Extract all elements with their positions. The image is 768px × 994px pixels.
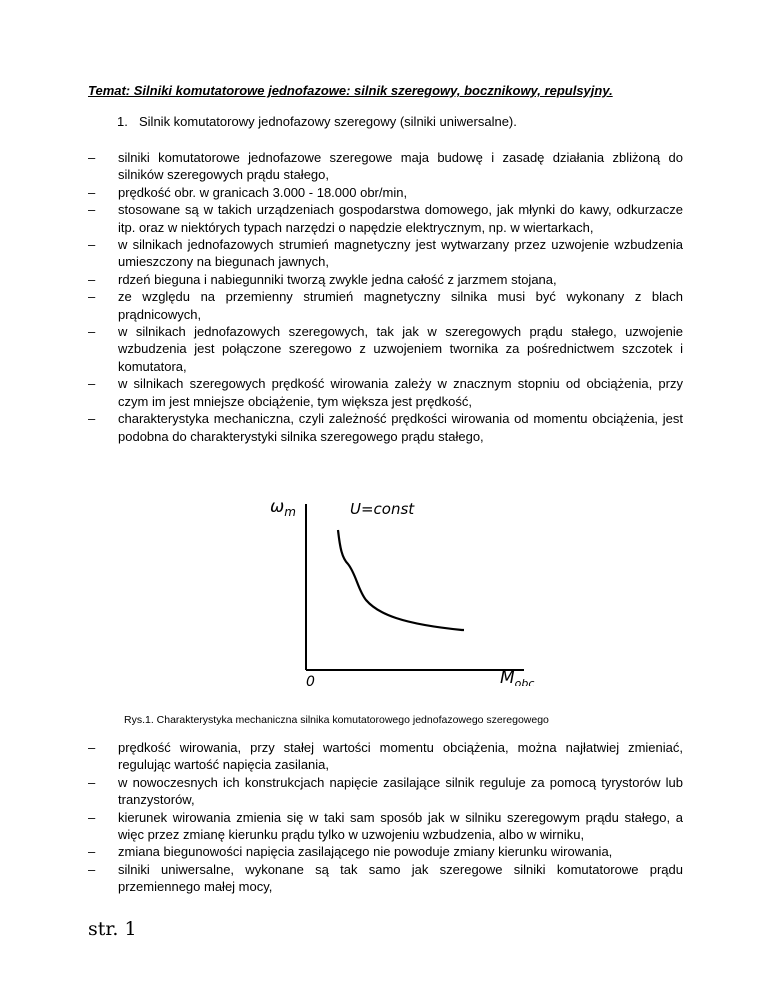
- bullet-list-2: [88, 739, 683, 896]
- figure-caption: Rys.1. Charakterystyka mechaniczna silnika komutatorowego jednofazowego szeregowego: [124, 714, 549, 726]
- x-axis-label: $M_{obc}$: [500, 668, 535, 686]
- voltage-annotation: U=const: [350, 500, 415, 518]
- list-item: – prędkość obr. w granicach 3.000 - 18.000 obr/min,: [88, 184, 408, 200]
- list-item: – charakterystyka mechaniczna, czyli zależność prędkości wirowania od momentu obciążenia, jest podobna do charakterystyki silnika szeregowego prądu stałego,: [88, 411, 683, 444]
- section-number: 1.: [117, 114, 128, 129]
- bullet-list-1: [88, 149, 683, 445]
- list-item: – stosowane są w takich urządzeniach gospodarstwa domowego, jak młynki do kawy, odkurzacze itp. oraz w niektórych typach narzędzi o napędzie elektrycznym, np. w wiertarkach,: [88, 202, 683, 235]
- list-item: – rdzeń bieguna i nabiegunniki tworzą zwykle jedna całość z jarzmem stojana,: [88, 271, 557, 287]
- list-item: – w silnikach jednofazowych szeregowych, tak jak w szeregowych prądu stałego, uzwojenie wzbudzenia jest połączone szeregowo z uzwojeniem twornika za pośrednictwem szczotek i komutatora,: [88, 324, 683, 374]
- y-axis-label: $\omega_m$: [270, 497, 296, 519]
- list-item: – kierunek wirowania zmienia się w taki sam sposób jak w silniku szeregowym prądu stałego, a więc przez zmianę kierunku prądu tylko w uzwojeniu wzbudzenia, albo w wirniku,: [88, 809, 683, 843]
- list-item: – ze względu na przemienny strumień magnetyczny silnika musi być wykonany z blach prądnicowych,: [88, 289, 683, 322]
- characteristic-curve: [338, 530, 464, 630]
- list-item: – silniki uniwersalne, wykonane są tak samo jak szeregowe silniki komutatorowe prądu przemiennego małej mocy,: [88, 861, 683, 895]
- list-item: – zmiana biegunowości napięcia zasilającego nie powoduje zmiany kierunku wirowania,: [88, 844, 613, 860]
- origin-label: 0: [306, 674, 315, 686]
- mechanical-characteristic-figure: [262, 490, 562, 686]
- section-text: Silnik komutatorowy jednofazowy szeregowy (silniki uniwersalne).: [139, 114, 517, 129]
- list-item: – w silnikach szeregowych prędkość wirowania zależy w znacznym stopniu od obciążenia, przy czym im jest mniejsze obciążenie, tym większa jest prędkość,: [88, 376, 683, 409]
- list-item: – w nowoczesnych ich konstrukcjach napięcie zasilające silnik reguluje za pomocą tyrystorów lub tranzystorów,: [88, 774, 683, 808]
- list-item: – w silnikach jednofazowych strumień magnetyczny jest wytwarzany przez uzwojenie wzbudzenia umieszczony na biegunach jawnych,: [88, 237, 683, 270]
- list-item: – prędkość wirowania, przy stałej wartości momentu obciążenia, można najłatwiej zmieniać, regulując wartość napięcia zasilania,: [88, 740, 683, 773]
- page-title: Temat: Silniki komutatorowe jednofazowe: silnik szeregowy, bocznikowy, repulsyjny.: [88, 83, 613, 98]
- page-number: str. 1: [88, 918, 137, 940]
- list-item: – silniki komutatorowe jednofazowe szeregowe maja budowę i zasadę działania zbliżoną do silników szeregowych prądu stałego,: [88, 150, 683, 183]
- section-heading: [117, 114, 517, 129]
